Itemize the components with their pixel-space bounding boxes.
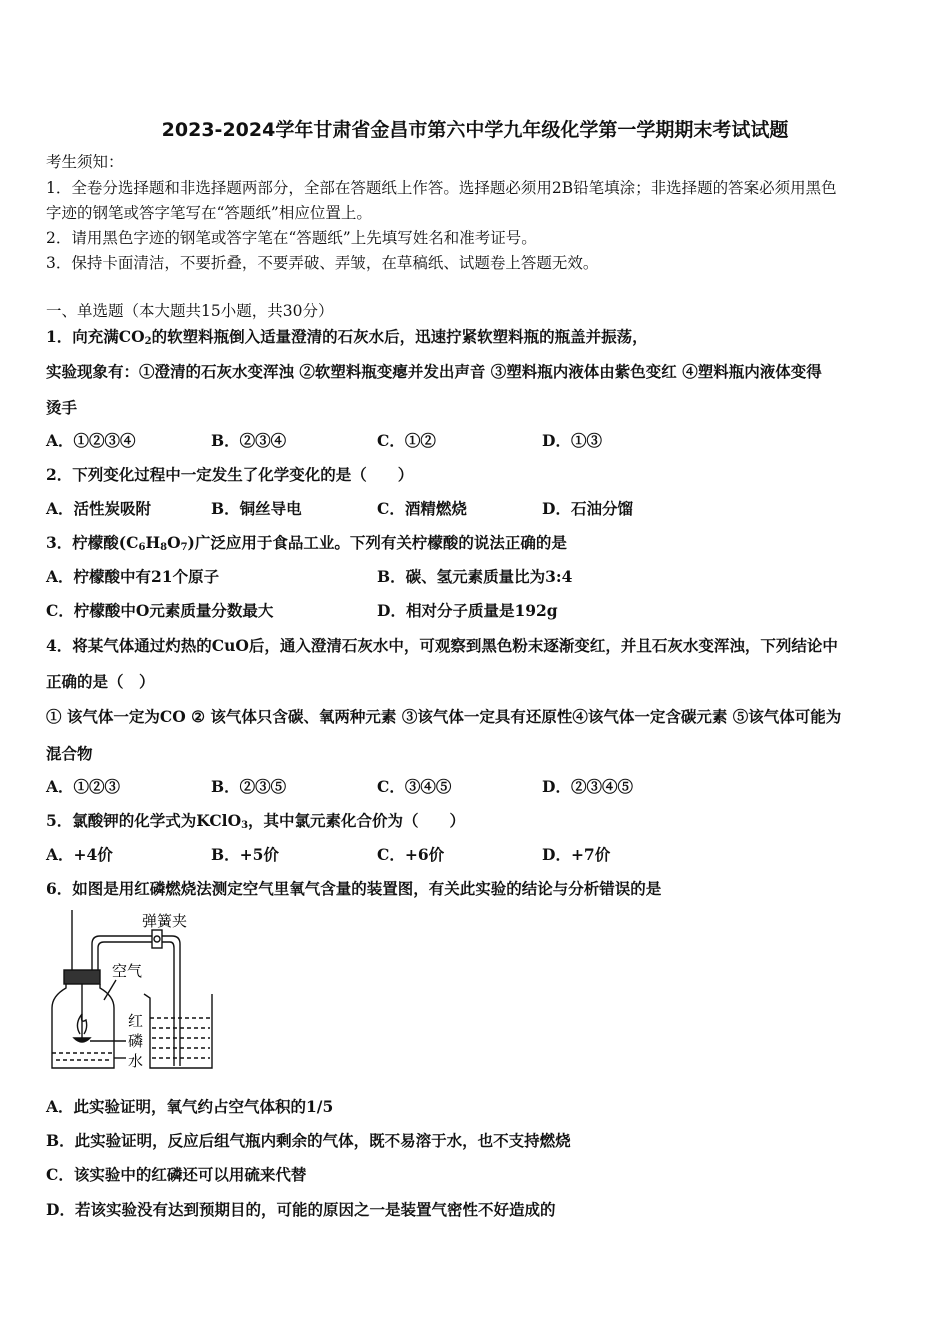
- q2-option-b: B．铜丝导电: [211, 499, 302, 518]
- gas-jar: [52, 984, 114, 1068]
- q3-stem-post: )广泛应用于食品工业。下列有关柠檬酸的说法正确的是: [187, 533, 567, 552]
- q3-sub-c: 6: [138, 542, 146, 553]
- q6-option-a: A．此实验证明，氧气约占空气体积的1/5: [46, 1097, 334, 1116]
- q3-option-d: D．相对分子质量是192g: [377, 601, 558, 620]
- notice-item: 3．保持卡面清洁，不要折叠，不要弄破、弄皱，在草稿纸、试题卷上答题无效。: [46, 254, 599, 272]
- q5-option-b: B．+5价: [211, 845, 279, 864]
- question-4-line4: 混合物: [46, 744, 93, 763]
- q3-sub-o: 7: [180, 542, 188, 553]
- q2-option-a: A．活性炭吸附: [46, 499, 152, 518]
- stopper: [64, 970, 100, 984]
- question-1-line3: 烫手: [46, 398, 78, 417]
- q5-stem-pre: 5．氯酸钾的化学式为KClO: [46, 811, 242, 830]
- question-4-line1: 4．将某气体通过灼热的CuO后，通入澄清石灰水中，可观察到黑色粉末逐渐变红，并且石灰水变浑浊，下列结论中: [46, 636, 838, 655]
- q1-option-a: A．①②③④: [46, 431, 136, 450]
- q5-option-a: A．+4价: [46, 845, 113, 864]
- q5-option-d: D．+7价: [542, 845, 611, 864]
- question-1-line2: 实验现象有：①澄清的石灰水变浑浊 ②软塑料瓶变瘪并发出声音 ③塑料瓶内液体由紫色变红 ④塑料瓶内液体变得: [46, 362, 822, 381]
- q3-option-b: B．碳、氢元素质量比为3:4: [377, 567, 573, 586]
- q1-stem-pre: 1．向充满CO: [46, 327, 145, 346]
- q4-option-b: B．②③⑤: [211, 777, 287, 796]
- question-5-stem: [46, 811, 465, 831]
- water-label: 水: [128, 1052, 144, 1070]
- apparatus-diagram: [44, 908, 214, 1078]
- question-4-line2: 正确的是（ ）: [46, 672, 155, 691]
- red-label: 红: [128, 1012, 144, 1030]
- q3-stem-pre: 3．柠檬酸(C: [46, 533, 139, 552]
- q6-option-d: D．若该实验没有达到预期目的，可能的原因之一是装置气密性不好造成的: [46, 1200, 556, 1219]
- q1-stem-sub: 2: [144, 336, 152, 347]
- q3-o: O: [167, 533, 181, 552]
- q1-option-d: D．①③: [542, 431, 602, 450]
- q5-option-c: C．+6价: [377, 845, 445, 864]
- notice-item: 字迹的钢笔或答字笔写在“答题纸”相应位置上。: [46, 204, 372, 222]
- q4-option-d: D．②③④⑤: [542, 777, 633, 796]
- q1-stem-post: 的软塑料瓶倒入适量澄清的石灰水后，迅速拧紧软塑料瓶的瓶盖并振荡，: [151, 327, 648, 346]
- q1-option-c: C．①②: [377, 431, 436, 450]
- q6-option-b: B．此实验证明，反应后组气瓶内剩余的气体，既不易溶于水，也不支持燃烧: [46, 1131, 571, 1150]
- q4-option-a: A．①②③: [46, 777, 121, 796]
- notice-item: 1．全卷分选择题和非选择题两部分，全部在答题纸上作答。选择题必须用2B铅笔填涂；非选择题的答案必须用黑色: [46, 179, 837, 197]
- page-title: 2023-2024学年甘肃省金昌市第六中学九年级化学第一学期期末考试试题: [161, 119, 789, 141]
- q2-option-c: C．酒精燃烧: [377, 499, 467, 518]
- q3-h: H: [145, 533, 161, 552]
- question-1-stem: [46, 327, 648, 347]
- q5-stem-sub: 3: [241, 820, 249, 831]
- q6-option-c: C．该实验中的红磷还可以用硫来代替: [46, 1165, 307, 1184]
- q3-option-a: A．柠檬酸中有21个原子: [46, 567, 220, 586]
- clamp-label: 弹簧夹: [142, 912, 188, 930]
- question-2-stem: 2．下列变化过程中一定发生了化学变化的是（ ）: [46, 465, 414, 484]
- q5-stem-post: ，其中氯元素化合价为（ ）: [248, 811, 466, 830]
- phosphorus-label: 磷: [128, 1032, 144, 1050]
- question-4-line3: ① 该气体一定为CO ② 该气体只含碳、氧两种元素 ③该气体一定具有还原性④该气体一定含碳元素 ⑤该气体可能为: [46, 707, 842, 726]
- section-heading: 一、单选题（本大题共15小题，共30分）: [46, 302, 334, 320]
- question-6-stem: 6．如图是用红磷燃烧法测定空气里氧气含量的装置图，有关此实验的结论与分析错误的是: [46, 879, 662, 898]
- notice-heading: 考生须知：: [46, 153, 124, 171]
- q3-sub-h: 8: [160, 542, 168, 553]
- combustion-spoon: [74, 1038, 90, 1042]
- air-label: 空气: [112, 962, 143, 980]
- beaker: [144, 994, 212, 1068]
- q1-option-b: B．②③④: [211, 431, 287, 450]
- q3-option-c: C．柠檬酸中O元素质量分数最大: [46, 601, 274, 620]
- notice-item: 2．请用黑色字迹的钢笔或答字笔在“答题纸”上先填写姓名和准考证号。: [46, 229, 537, 247]
- question-3-stem: [46, 533, 567, 553]
- q2-option-d: D．石油分馏: [542, 499, 633, 518]
- q4-option-c: C．③④⑤: [377, 777, 452, 796]
